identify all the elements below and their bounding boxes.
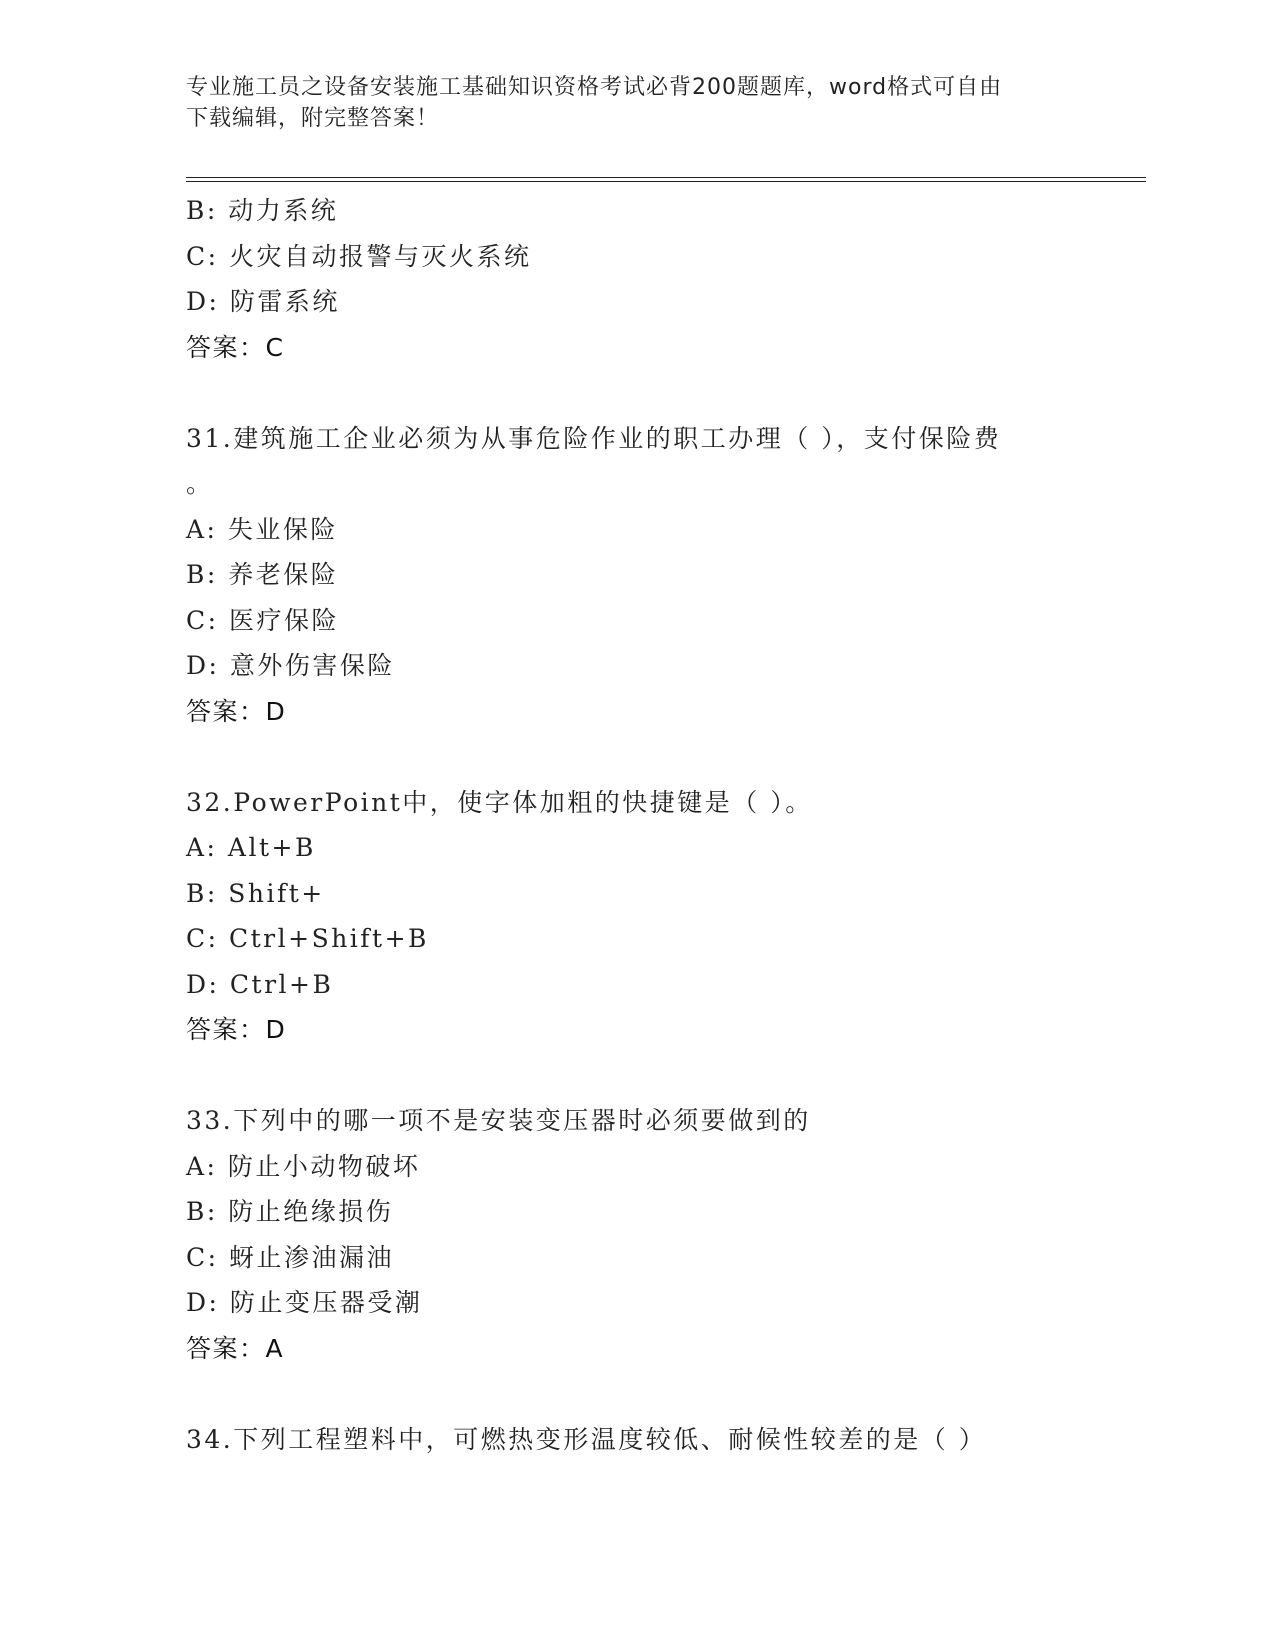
question-33 [186,1098,1086,1371]
option-c: C: 蚜止渗油漏油 [186,1242,394,1272]
question-31 [186,416,1086,735]
answer-line: 答案：C [186,332,285,362]
option-d: D: Ctrl+B [186,969,334,999]
option-b: B: Shift+ [186,878,325,908]
option-d: D: 防止变压器受潮 [186,1288,423,1317]
question-stem: 32.PowerPoint中，使字体加粗的快捷键是（ ）。 [186,787,813,817]
question-spacer [186,734,1086,780]
question-stem: 33.下列中的哪一项不是安装变压器时必须要做到的 [186,1106,811,1135]
header-title-line-2: 下载编辑，附完整答案！ [186,106,440,131]
header-divider-top [186,177,1146,178]
document-header [186,72,1066,134]
answer-line: 答案：A [186,1333,285,1363]
answer-line: 答案：D [186,1015,287,1044]
question-spacer [186,370,1086,416]
question-32 [186,780,1086,1053]
option-d: D: 意外伤害保险 [186,651,395,680]
option-a: A: Alt+B [186,833,316,862]
answer-line: 答案：D [186,696,287,726]
question-stem-continuation: 。 [186,469,214,498]
option-a: A: 防止小动物破坏 [186,1151,421,1181]
header-title-line-1: 专业施工员之设备安装施工基础知识资格考试必背200题题库，word格式可自由 [186,75,1003,100]
option-b: B: 防止绝缘损伤 [186,1197,394,1226]
option-c: C: Ctrl+Shift+B [186,924,429,953]
option-b: B: 养老保险 [186,560,339,589]
question-spacer [186,1371,1086,1417]
question-stem: 31.建筑施工企业必须为从事危险作业的职工办理（ ），支付保险费 [186,423,1002,453]
option-c: C: 火灾自动报警与灭火系统 [186,241,532,271]
option-b: B: 动力系统 [186,196,339,225]
question-34 [186,1417,1086,1463]
question-30-continued [186,188,1086,370]
question-list [186,188,1086,1462]
question-spacer [186,1053,1086,1099]
question-stem: 34.下列工程塑料中，可燃热变形温度较低、耐候性较差的是（ ） [186,1424,987,1454]
option-d: D: 防雷系统 [186,287,340,316]
option-a: A: 失业保险 [186,514,338,544]
option-c: C: 医疗保险 [186,605,339,635]
header-divider-bottom [186,181,1146,182]
